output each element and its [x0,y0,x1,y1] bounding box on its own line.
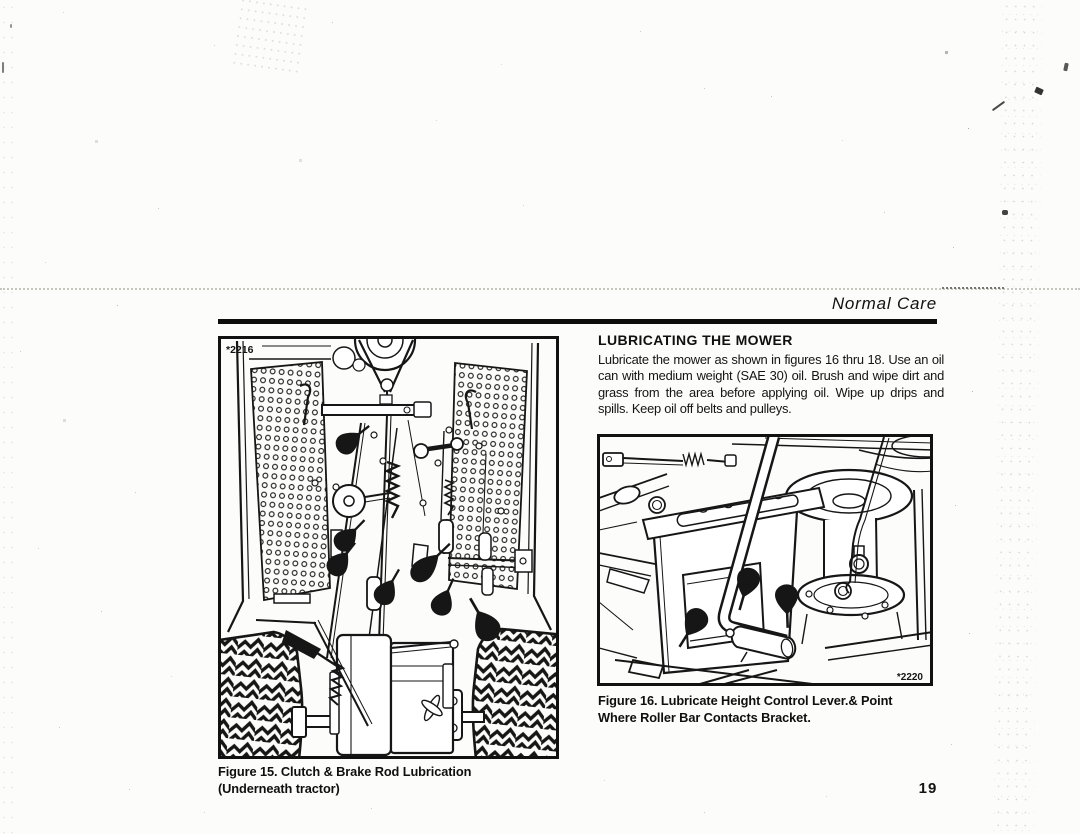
figure-15-caption-line2: (Underneath tractor) [218,781,340,796]
figure-15-photo-ref: *2216 [226,344,254,356]
figure-16-caption-line2: Where Roller Bar Contacts Bracket. [598,710,811,725]
figure-16-photo-ref: *2220 [896,672,923,683]
header-rule [218,319,937,324]
scan-fleck [1063,63,1069,72]
spindle-pulley [786,437,912,644]
engine-pulley [322,336,431,417]
figure-15-caption [218,763,568,797]
rod-and-spring [603,453,736,466]
hex-nut [835,583,851,599]
figure-15-illustration [218,336,559,759]
figure-15-svg [218,336,559,759]
scan-fleck [1034,87,1044,96]
figure-16-caption [598,692,943,726]
figure-16-caption-line1: Figure 16. Lubricate Height Control Lever.& Point [598,693,893,708]
scan-fleck [10,24,12,28]
section-body: Lubricate the mower as shown in figures 16 thru 18. Use an oil can with medium weight (SAE 30) oil. Brush and wipe dirt and grass from the area before applying oil. Wipe up drips and spills. Keep oil off belts and pulleys. [598,352,944,417]
scan-fleck [992,101,1005,111]
left-rear-tire [218,632,302,759]
scan-fold-dotted-line [0,288,1080,290]
clutch-spring [387,462,398,518]
scan-noise-band-right [994,0,1043,834]
scan-noise-band-left [0,0,16,834]
scan-speckles [0,0,1,1]
transaxle-engine [292,620,484,755]
right-rear-tire [473,629,559,759]
figure-15-caption-line1: Figure 15. Clutch & Brake Rod Lubrication [218,764,472,779]
running-head: Normal Care [831,294,937,313]
section-heading: LUBRICATING THE MOWER [598,332,793,348]
scan-fold-dotted-line-dark [942,287,1004,289]
page-number: 19 [918,780,938,797]
scan-fleck [2,62,4,73]
scan-noise-patch [230,0,309,75]
right-frame-rail [448,343,551,630]
scan-fleck [1002,210,1008,215]
figure-16-svg [597,434,933,686]
figure-16-illustration [597,434,933,686]
